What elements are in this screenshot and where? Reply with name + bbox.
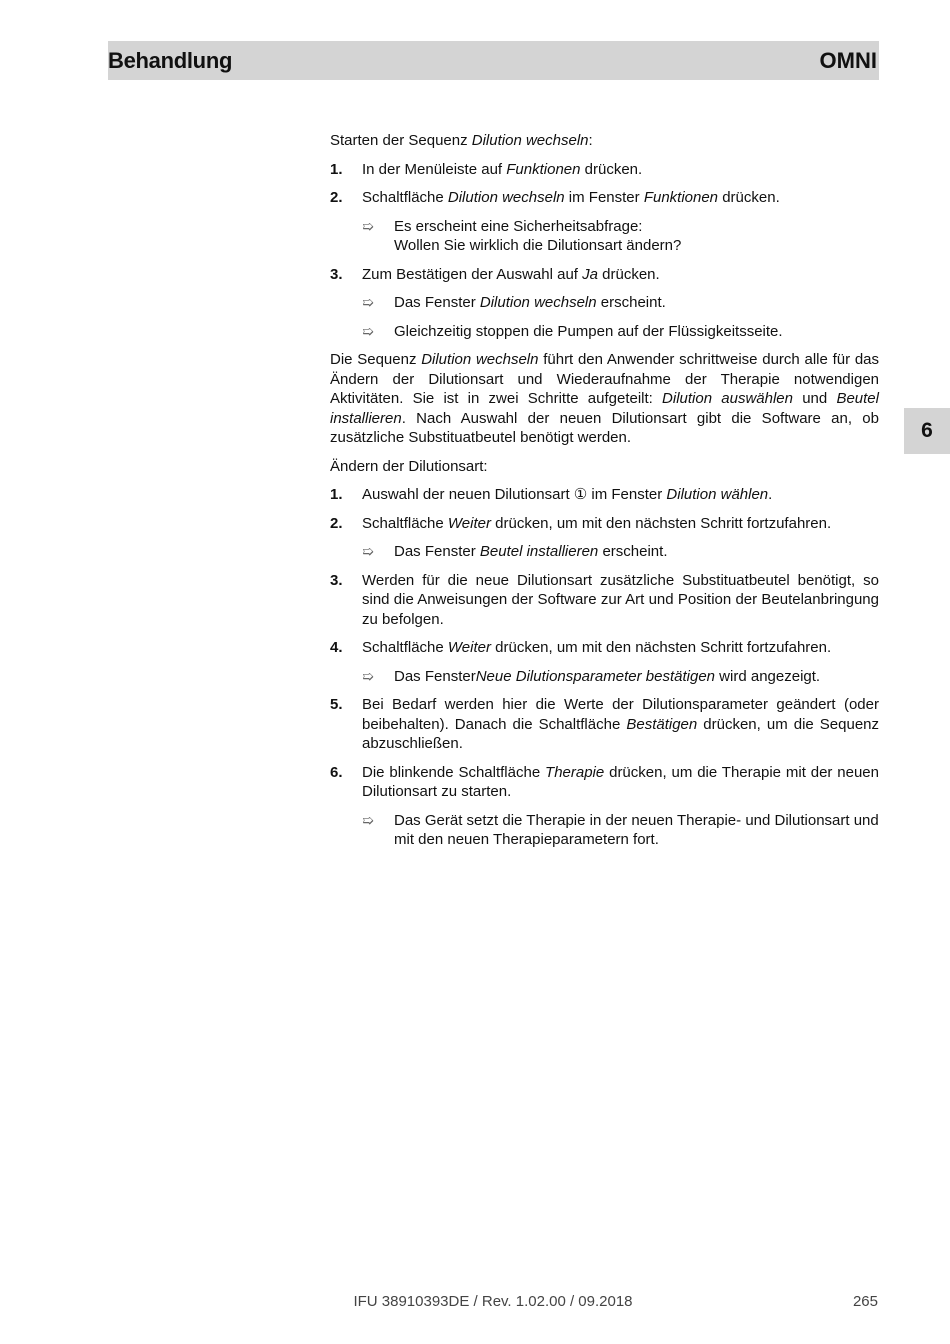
step-number: 4. bbox=[330, 639, 343, 656]
list-item bbox=[330, 695, 879, 754]
intro-paragraph: Starten der Sequenz Dilution wechseln: bbox=[330, 132, 593, 149]
result-arrow-icon: ➯ bbox=[362, 322, 374, 339]
step-number: 3. bbox=[330, 265, 343, 283]
footer-document-id: IFU 38910393DE / Rev. 1.02.00 / 09.2018 bbox=[353, 1293, 633, 1310]
list-item bbox=[330, 188, 879, 208]
step-number: 6. bbox=[330, 763, 343, 781]
result-text: Das FensterNeue Dilutionsparameter bestätigen wird angezeigt. bbox=[394, 667, 821, 685]
result-text: Das Fenster Dilution wechseln erscheint. bbox=[394, 294, 666, 311]
page-number: 265 bbox=[852, 1293, 878, 1310]
list-item bbox=[330, 265, 879, 285]
section-title: Behandlung bbox=[108, 47, 233, 73]
step-text: Schaltfläche Weiter drücken, um mit den nächsten Schritt fortzufahren. bbox=[362, 639, 832, 656]
change-heading: Ändern der Dilutionsart: bbox=[330, 457, 488, 475]
list-item bbox=[330, 571, 879, 630]
page-header bbox=[108, 41, 879, 80]
result-item bbox=[362, 217, 879, 256]
step-number: 3. bbox=[330, 571, 343, 589]
step-number: 5. bbox=[330, 696, 343, 713]
step-text: Zum Bestätigen der Auswahl auf Ja drücken. bbox=[362, 265, 660, 283]
main-content bbox=[330, 131, 879, 859]
chapter-tab: 6 bbox=[904, 408, 950, 454]
result-item bbox=[362, 542, 879, 562]
step-text: Werden für die neue Dilutionsart zusätzliche Substituatbeutel benötigt, so sind die Anweisungen der Software zur Art und Position der Beutelanbringung zu befolgen. bbox=[362, 571, 879, 628]
result-arrow-icon: ➯ bbox=[362, 217, 374, 234]
step-text: Schaltfläche Dilution wechseln im Fenster Funktionen drücken. bbox=[362, 189, 780, 206]
step-number: 1. bbox=[330, 160, 343, 178]
step-number: 2. bbox=[330, 514, 343, 532]
product-name: OMNI bbox=[819, 47, 877, 73]
list-item bbox=[330, 514, 879, 534]
result-item bbox=[362, 667, 879, 687]
step-text: Die blinkende Schaltfläche Therapie drücken, um die Therapie mit der neuen Dilutionsart zu starten. bbox=[362, 763, 879, 800]
step-text: Schaltfläche Weiter drücken, um mit den nächsten Schritt fortzufahren. bbox=[362, 514, 832, 532]
list-item bbox=[330, 160, 879, 180]
result-item bbox=[362, 293, 879, 313]
step-text: Bei Bedarf werden hier die Werte der Dilutionsparameter geändert (oder beibehalten). Danach die Schaltfläche Bestätigen drücken, um die Sequenz abzuschließen. bbox=[362, 696, 879, 752]
result-arrow-icon: ➯ bbox=[362, 543, 374, 559]
result-item bbox=[362, 322, 879, 342]
list-item bbox=[330, 763, 879, 802]
step-number: 2. bbox=[330, 189, 343, 206]
result-item bbox=[362, 811, 879, 850]
result-text: Es erscheint eine Sicherheitsabfrage: Wollen Sie wirklich die Dilutionsart ändern? bbox=[394, 217, 682, 254]
step-text: Auswahl der neuen Dilutionsart ① im Fenster Dilution wählen. bbox=[362, 486, 773, 503]
result-text: Das Gerät setzt die Therapie in der neuen Therapie- und Dilutionsart und mit den neuen Therapieparametern fort. bbox=[394, 811, 879, 848]
list-item bbox=[330, 638, 879, 658]
description-paragraph: Die Sequenz Dilution wechseln führt den Anwender schrittweise durch alle für das Ändern der Dilutionsart und Wiederaufnahme der Therapie notwendigen Aktivitäten. Sie ist in zwei Schritte aufgeteilt: Dilution auswählen und Beutel installieren. Nach Auswahl der neuen Dilutionsart gibt die Software an, ob zusätzliche Substituatbeutel benötigt werden. bbox=[330, 351, 879, 446]
result-text: Gleichzeitig stoppen die Pumpen auf der Flüssigkeitsseite. bbox=[394, 322, 783, 340]
step-text: In der Menüleiste auf Funktionen drücken. bbox=[362, 160, 643, 178]
step-number: 1. bbox=[330, 486, 343, 503]
result-text: Das Fenster Beutel installieren erscheint. bbox=[394, 543, 668, 560]
result-arrow-icon: ➯ bbox=[362, 294, 374, 310]
list-item bbox=[330, 485, 879, 505]
result-arrow-icon: ➯ bbox=[362, 667, 374, 684]
result-arrow-icon: ➯ bbox=[362, 811, 374, 828]
